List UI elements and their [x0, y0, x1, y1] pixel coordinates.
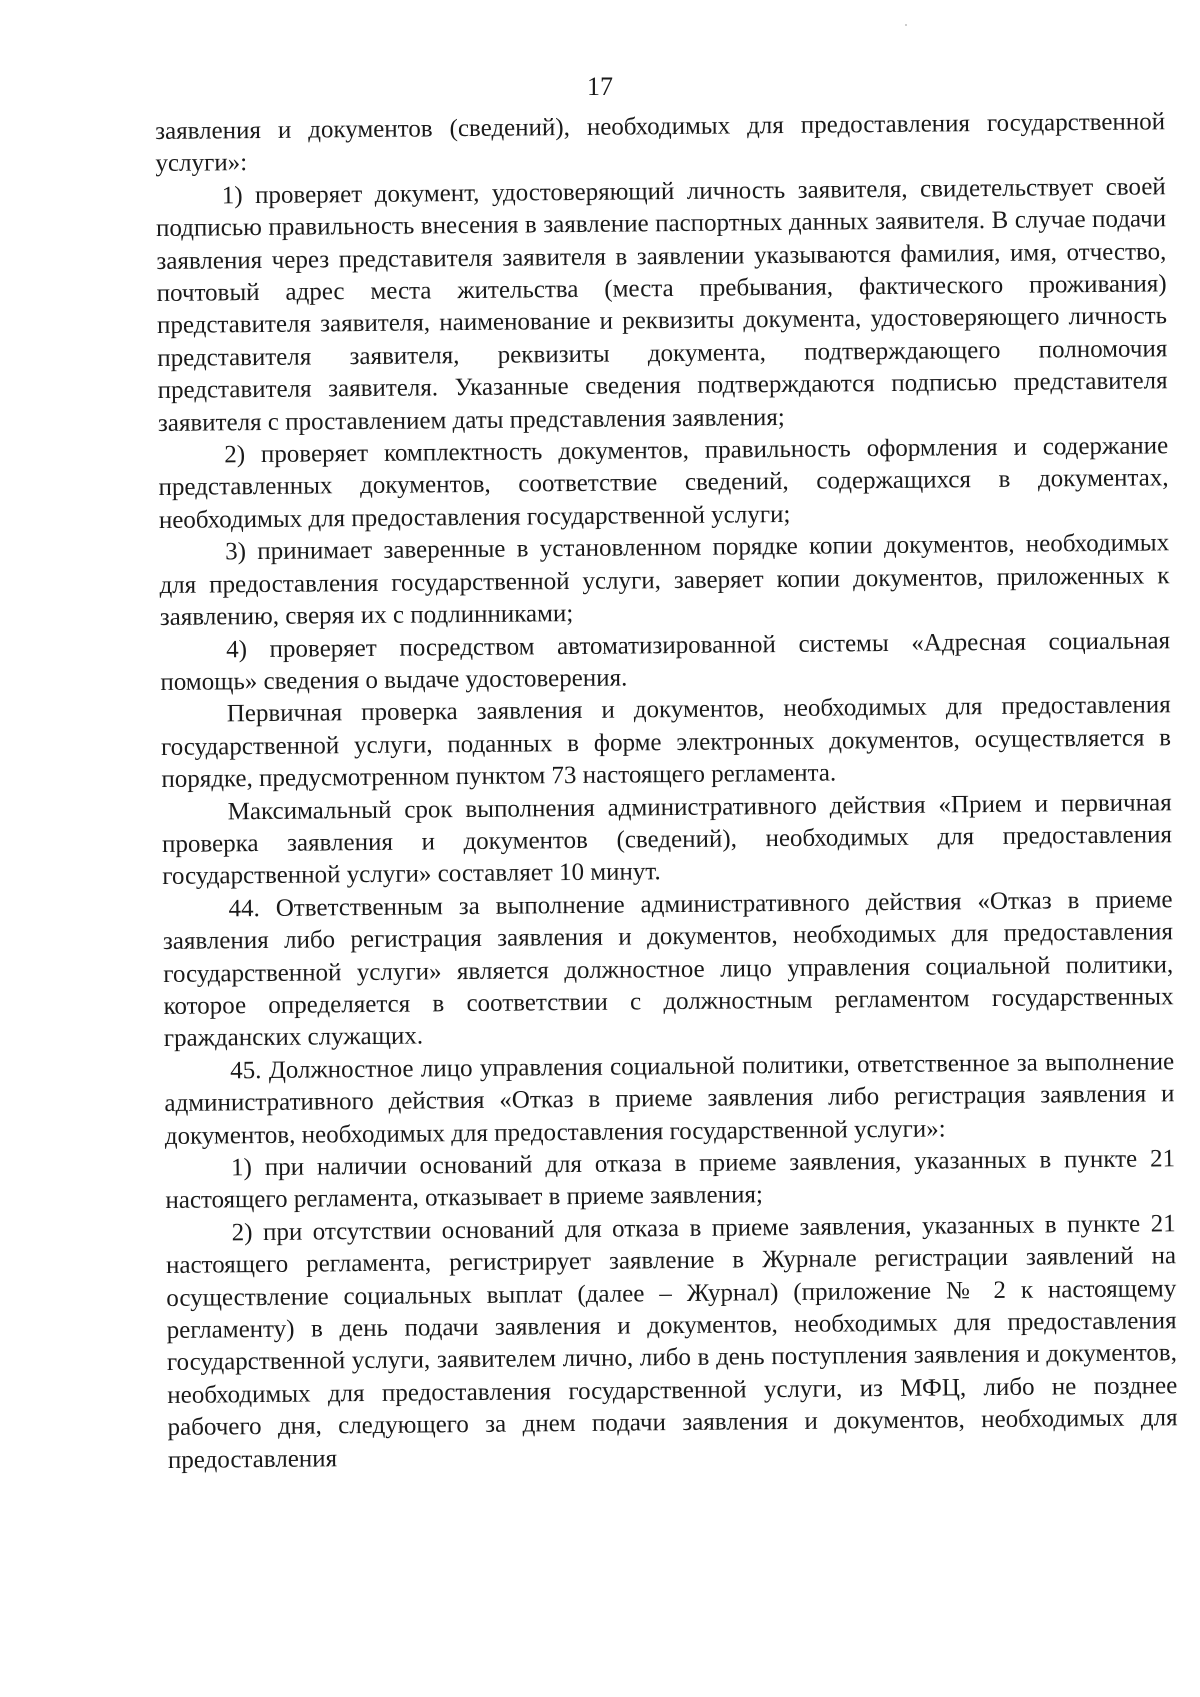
- paragraph-continuation: заявления и документов (сведений), необходимых для предоставления государственной услуги»:: [155, 108, 1166, 178]
- paragraph-clause-45-item-1: 1) при наличии оснований для отказа в приеме заявления, указанных в пункте 21 настоящего регламента, отказывает в приеме заявления;: [165, 1145, 1176, 1215]
- paragraph-clause-44: 44. Ответственным за выполнение административного действия «Отказ в приеме заявления либо регистрация заявления и документов, необходимых для предоставления государственной услуги» является должностное лицо управления социальной политики, которое определяется в соответствии с должностным регламентом государственных гражданских служащих.: [162, 886, 1174, 1053]
- scan-speck: [905, 24, 907, 26]
- paragraph-max-duration: Максимальный срок выполнения административного действия «Прием и первичная проверка заявления и документов (сведений), необходимых для предоставления государственной услуги» составляет 10 минут.: [161, 788, 1173, 891]
- document-text-body: [155, 106, 1178, 1477]
- paragraph-clause-45: 45. Должностное лицо управления социальной политики, ответственное за выполнение административного действия «Отказ в приеме заявления либо регистрация заявления и документов, необходимых для предоставления государственной услуги»:: [164, 1048, 1175, 1150]
- paragraph-item-4-check-system: 4) проверяет посредством автоматизированной системы «Адресная социальная помощь» сведения о выдаче удостоверения.: [160, 626, 1171, 696]
- page-number: 17: [587, 72, 613, 101]
- paragraph-electronic-check: Первичная проверка заявления и документов, необходимых для предоставления государственной услуги, поданных в форме электронных документов, осуществляется в порядке, предусмотренном пунктом 73 настоящего регламента.: [160, 691, 1172, 794]
- paragraph-item-3-accept-copies: 3) принимает заверенные в установленном порядке копии документов, необходимых для предоставления государственной услуги, заверяет копии документов, приложенных к заявлению, сверяя их с подлинниками;: [159, 529, 1170, 632]
- paragraph-clause-45-item-2: 2) при отсутствии оснований для отказа в приеме заявления, указанных в пункте 21 настоящего регламента, регистрирует заявление в Журнале регистрации заявлений на осуществление социальных выплат (далее – Журнал) (приложение № 2 к настоящему регламенту) в день подачи заявления и документов, необходимых для предоставления государственной услуги, заявителем лично, либо в день поступления заявления и документов, необходимых для предоставления государственной услуги, из МФЦ, либо не позднее рабочего дня, следующего за днем подачи заявления и документов, необходимых для предоставления: [165, 1210, 1178, 1474]
- paragraph-item-2-check-completeness: 2) проверяет комплектность документов, правильность оформления и содержание представленных документов, соответствие сведений, содержащихся в документах, необходимых для предоставления государственной услуги;: [158, 432, 1169, 534]
- paragraph-item-1-check-identity: 1) проверяет документ, удостоверяющий личность заявителя, свидетельствует своей подписью правильность внесения в заявление паспортных данных заявителя. В случае подачи заявления через представителя заявителя в заявлении указываются фамилия, имя, отчество, почтовый адрес места жительства (места пребывания, фактического проживания) представителя заявителя, наименование и реквизиты документа, удостоверяющего личность представителя заявителя, реквизиты документа, подтверждающего полномочия представителя заявителя. Указанные сведения подтверждаются подписью представителя заявителя с проставлением даты представления заявления;: [155, 173, 1168, 437]
